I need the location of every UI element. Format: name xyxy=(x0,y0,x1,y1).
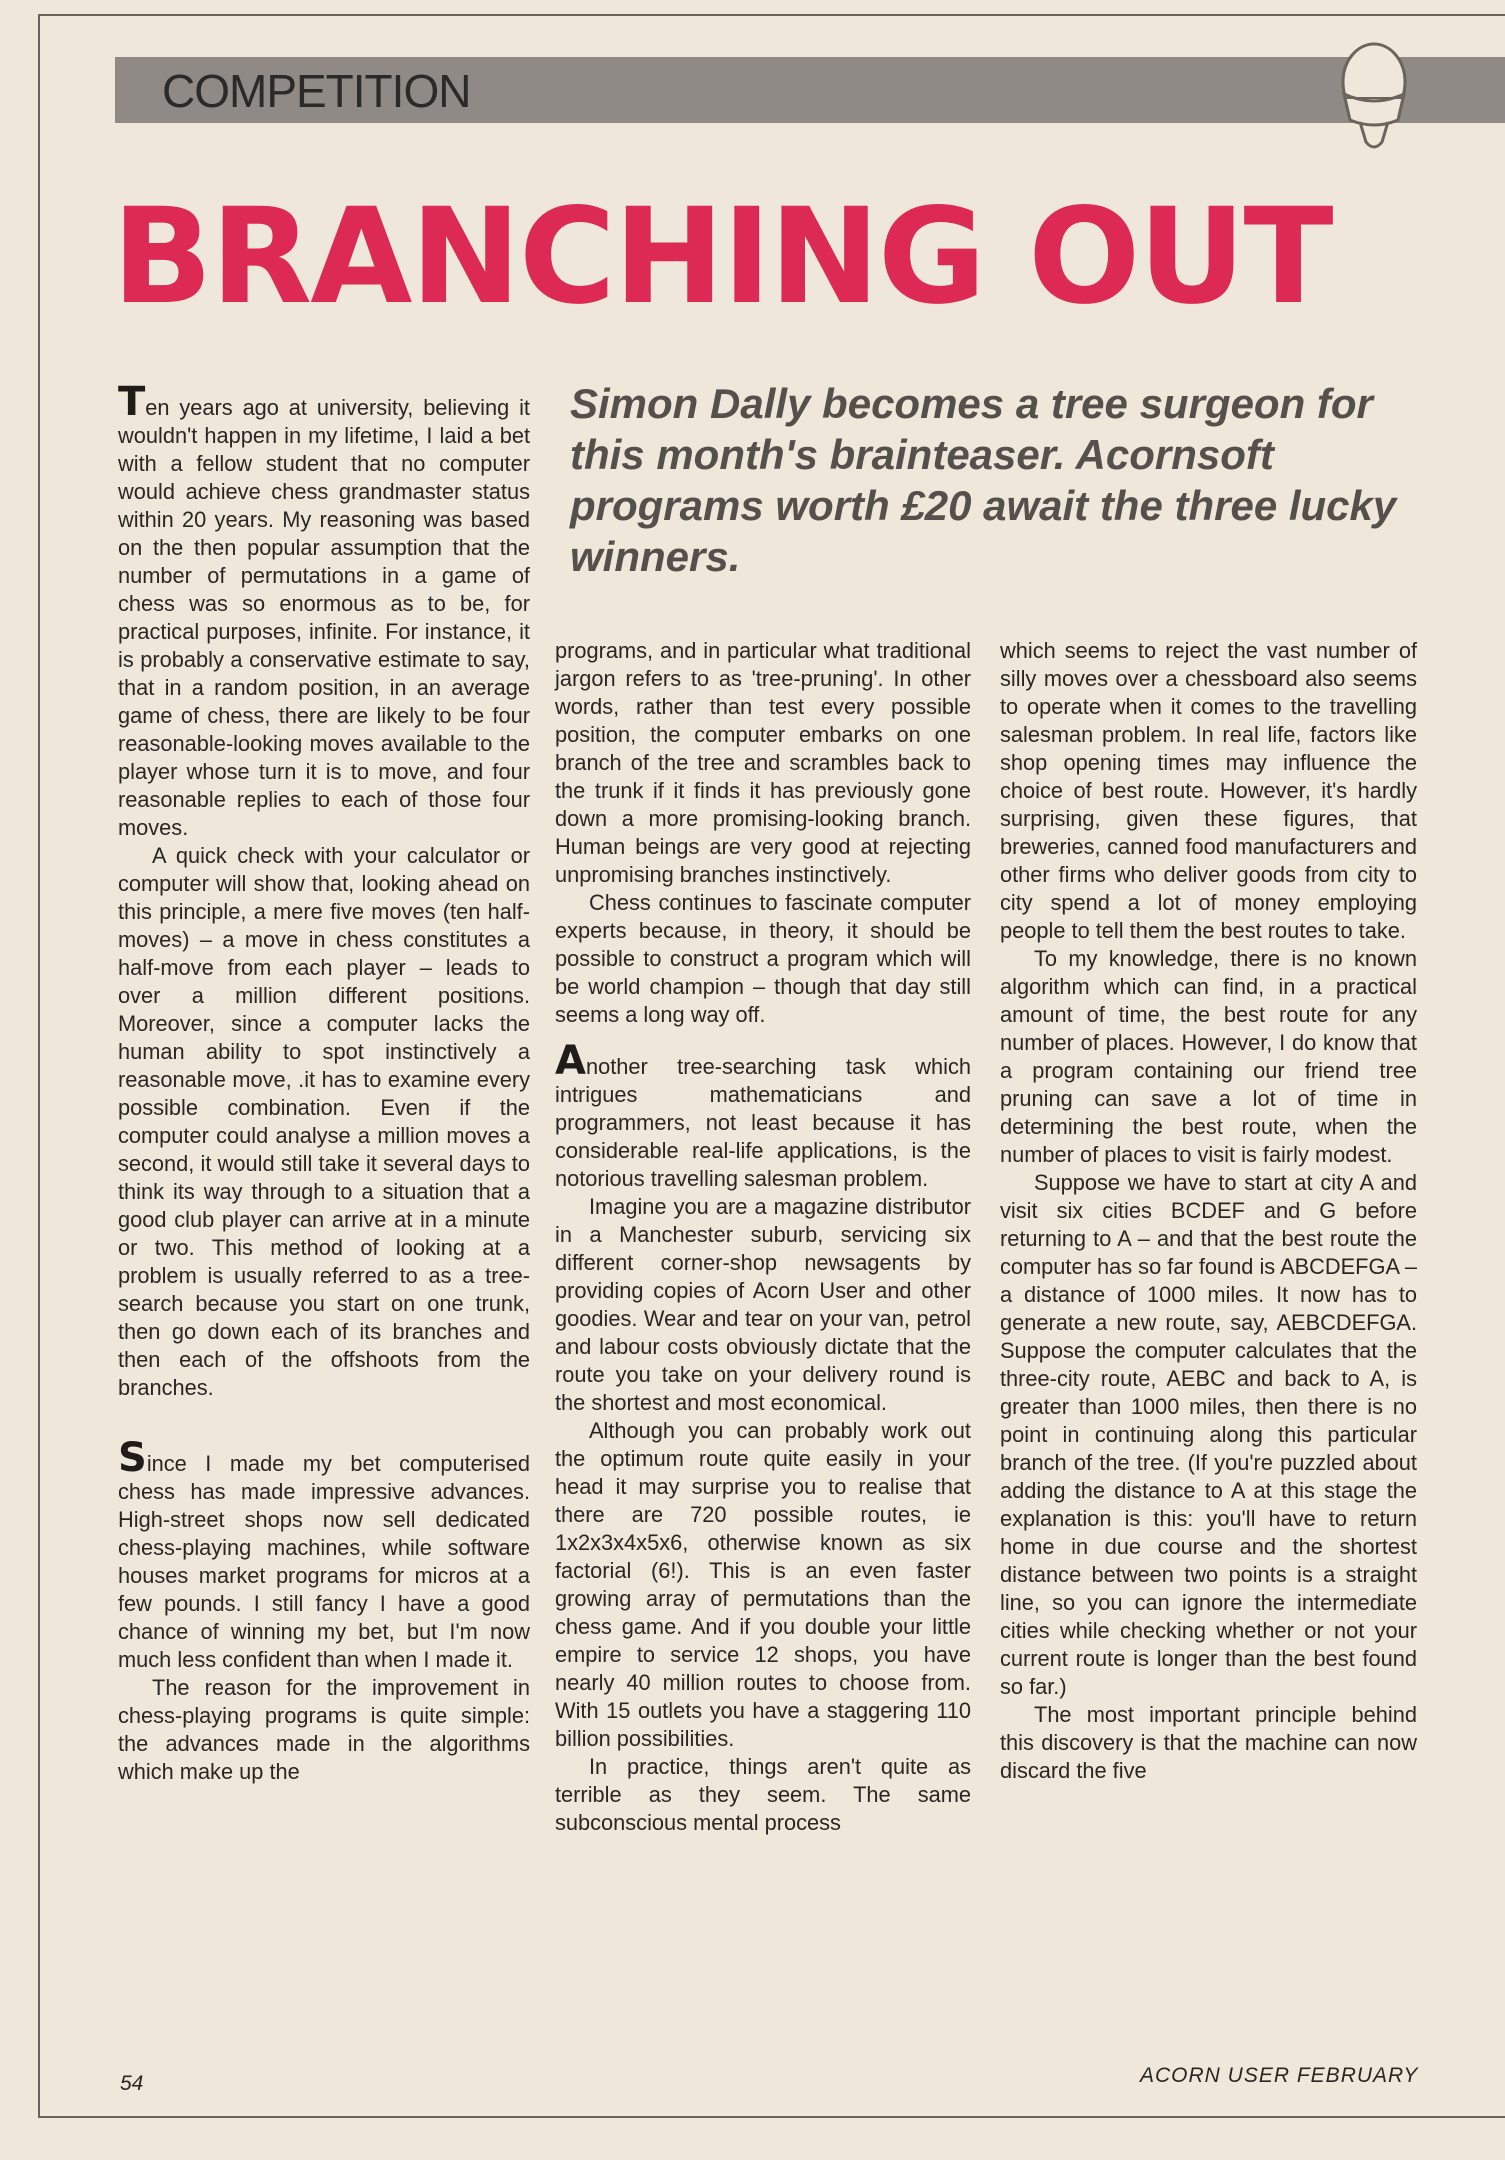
article-column-1 xyxy=(118,379,530,1786)
paragraph: Imagine you are a magazine distributor in a Manchester suburb, servicing six different corner-shop newsagents by providing copies of Acorn User and other goodies. Wear and tear on your van, petrol and labour costs obviously dictate that the route you take on your delivery round is the shortest and most economical. xyxy=(555,1194,971,1415)
paragraph: Suppose we have to start at city A and visit six cities BCDEF and G before returning to A – and that the best route the computer has so far found is ABCDEFGA – a distance of 1000 miles. It now has to generate a new route, say, AEBCDEFGA. Suppose the computer calculates that the three-city route, AEBC and back to A, is greater than 1000 miles, then there is no point in continuing along this particular branch of the tree. (If you're puzzled about adding the distance to A at this stage the explanation is this: you'll have to return home in due course and the shortest distance between two points is a straight line, so you can ignore the intermediate cities while checking whether or not your current route is longer than the best found so far.) xyxy=(1000,1170,1417,1699)
paragraph: Although you can probably work out the optimum route quite easily in your head it may surprise you to realise that there are 720 possible routes, ie 1x2x3x4x5x6, otherwise known as six factorial (6!). This is an even faster growing array of permutations than the chess game. And if you double your little empire to service 12 shops, you have nearly 40 million routes to choose from. With 15 outlets you have a staggering 110 billion possibilities. xyxy=(555,1418,971,1751)
headline: BRANCHING OUT xyxy=(112,192,1332,322)
section-label: COMPETITION xyxy=(162,65,471,117)
paragraph: In practice, things aren't quite as terrible as they seem. The same subconscious mental process xyxy=(555,1754,971,1835)
article-column-3 xyxy=(1000,637,1417,1785)
paragraph: Chess continues to fascinate computer experts because, in theory, it should be possible to construct a program which will be world champion – though that day still seems a long way off. xyxy=(555,890,971,1027)
paragraph: A quick check with your calculator or computer will show that, looking ahead on this principle, a mere five moves (ten half-moves) – a move in chess constitutes a half-move from each player – leads to over a million different positions. Moreover, since a computer lacks the human ability to spot instinctively a reasonable move, .it has to examine every possible combination. Even if the computer could analyse a million moves a second, it would still take it several days to think its way through to a situation that a good club player can arrive at in a minute or two. This method of looking at a problem is usually referred to as a tree-search because you start on one trunk, then go down each of its branches and then each of the offshoots from the branches. xyxy=(118,843,530,1400)
paragraph: Ten years ago at university, believing it wouldn't happen in my lifetime, I laid a bet with a fellow student that no computer would achieve chess grandmaster status within 20 years. My reasoning was based on the then popular assumption that the number of permutations in a game of chess was so enormous as to be, for practical purposes, infinite. For instance, it is probably a conservative estimate to say, that in a random position, in an average game of chess, there are likely to be four reasonable-looking moves available to the player whose turn it is to move, and four reasonable replies to each of those four moves. xyxy=(118,379,530,840)
paragraph: which seems to reject the vast number of silly moves over a chessboard also seems to operate when it comes to the travelling salesman problem. In real life, factors like shop opening times may influence the choice of best route. However, it's hardly surprising, given these figures, that breweries, canned food manufacturers and other firms who deliver goods from city to city spend a lot of money employing people to tell them the best routes to take. xyxy=(1000,638,1417,943)
magazine-footer: ACORN USER FEBRUARY xyxy=(1140,2064,1419,2087)
article-column-2 xyxy=(555,637,971,1837)
paragraph: Since I made my bet computerised chess has made impressive advances. High-street shops now sell dedicated chess-playing machines, while software houses market programs for micros at a few pounds. I still fancy I have a good chance of winning my bet, but I'm now much less confident than when I made it. xyxy=(118,1435,530,1672)
paragraph: The reason for the improvement in chess-playing programs is quite simple: the advances made in the algorithms which make up the xyxy=(118,1675,530,1784)
page-number: 54 xyxy=(120,2072,144,2095)
paragraph: To my knowledge, there is no known algorithm which can find, in a practical amount of time, the best route for any number of places. However, I do know that a program containing our friend tree pruning can save a lot of time in determining the best route, when the number of places to visit is fairly modest. xyxy=(1000,946,1417,1167)
standfirst: Simon Dally becomes a tree surgeon for this month's brainteaser. Acornsoft programs worth £20 await the three lucky winners. xyxy=(570,380,1397,580)
egg-cup-icon xyxy=(1334,38,1414,154)
paragraph: The most important principle behind this discovery is that the machine can now discard the five xyxy=(1000,1702,1417,1783)
drop-cap: S xyxy=(118,1435,147,1481)
paragraph: programs, and in particular what traditional jargon refers to as 'tree-pruning'. In other words, rather than test every possible position, the computer embarks on one branch of the tree and scrambles back to the trunk if it finds it has previously gone down a more promising-looking branch. Human beings are very good at rejecting unpromising branches instinctively. xyxy=(555,638,971,887)
drop-cap: A xyxy=(555,1038,586,1084)
drop-cap: T xyxy=(118,379,146,425)
paragraph: Another tree-searching task which intrigues mathematicians and programmers, not least because it has considerable real-life applications, is the notorious travelling salesman problem. xyxy=(555,1038,971,1191)
